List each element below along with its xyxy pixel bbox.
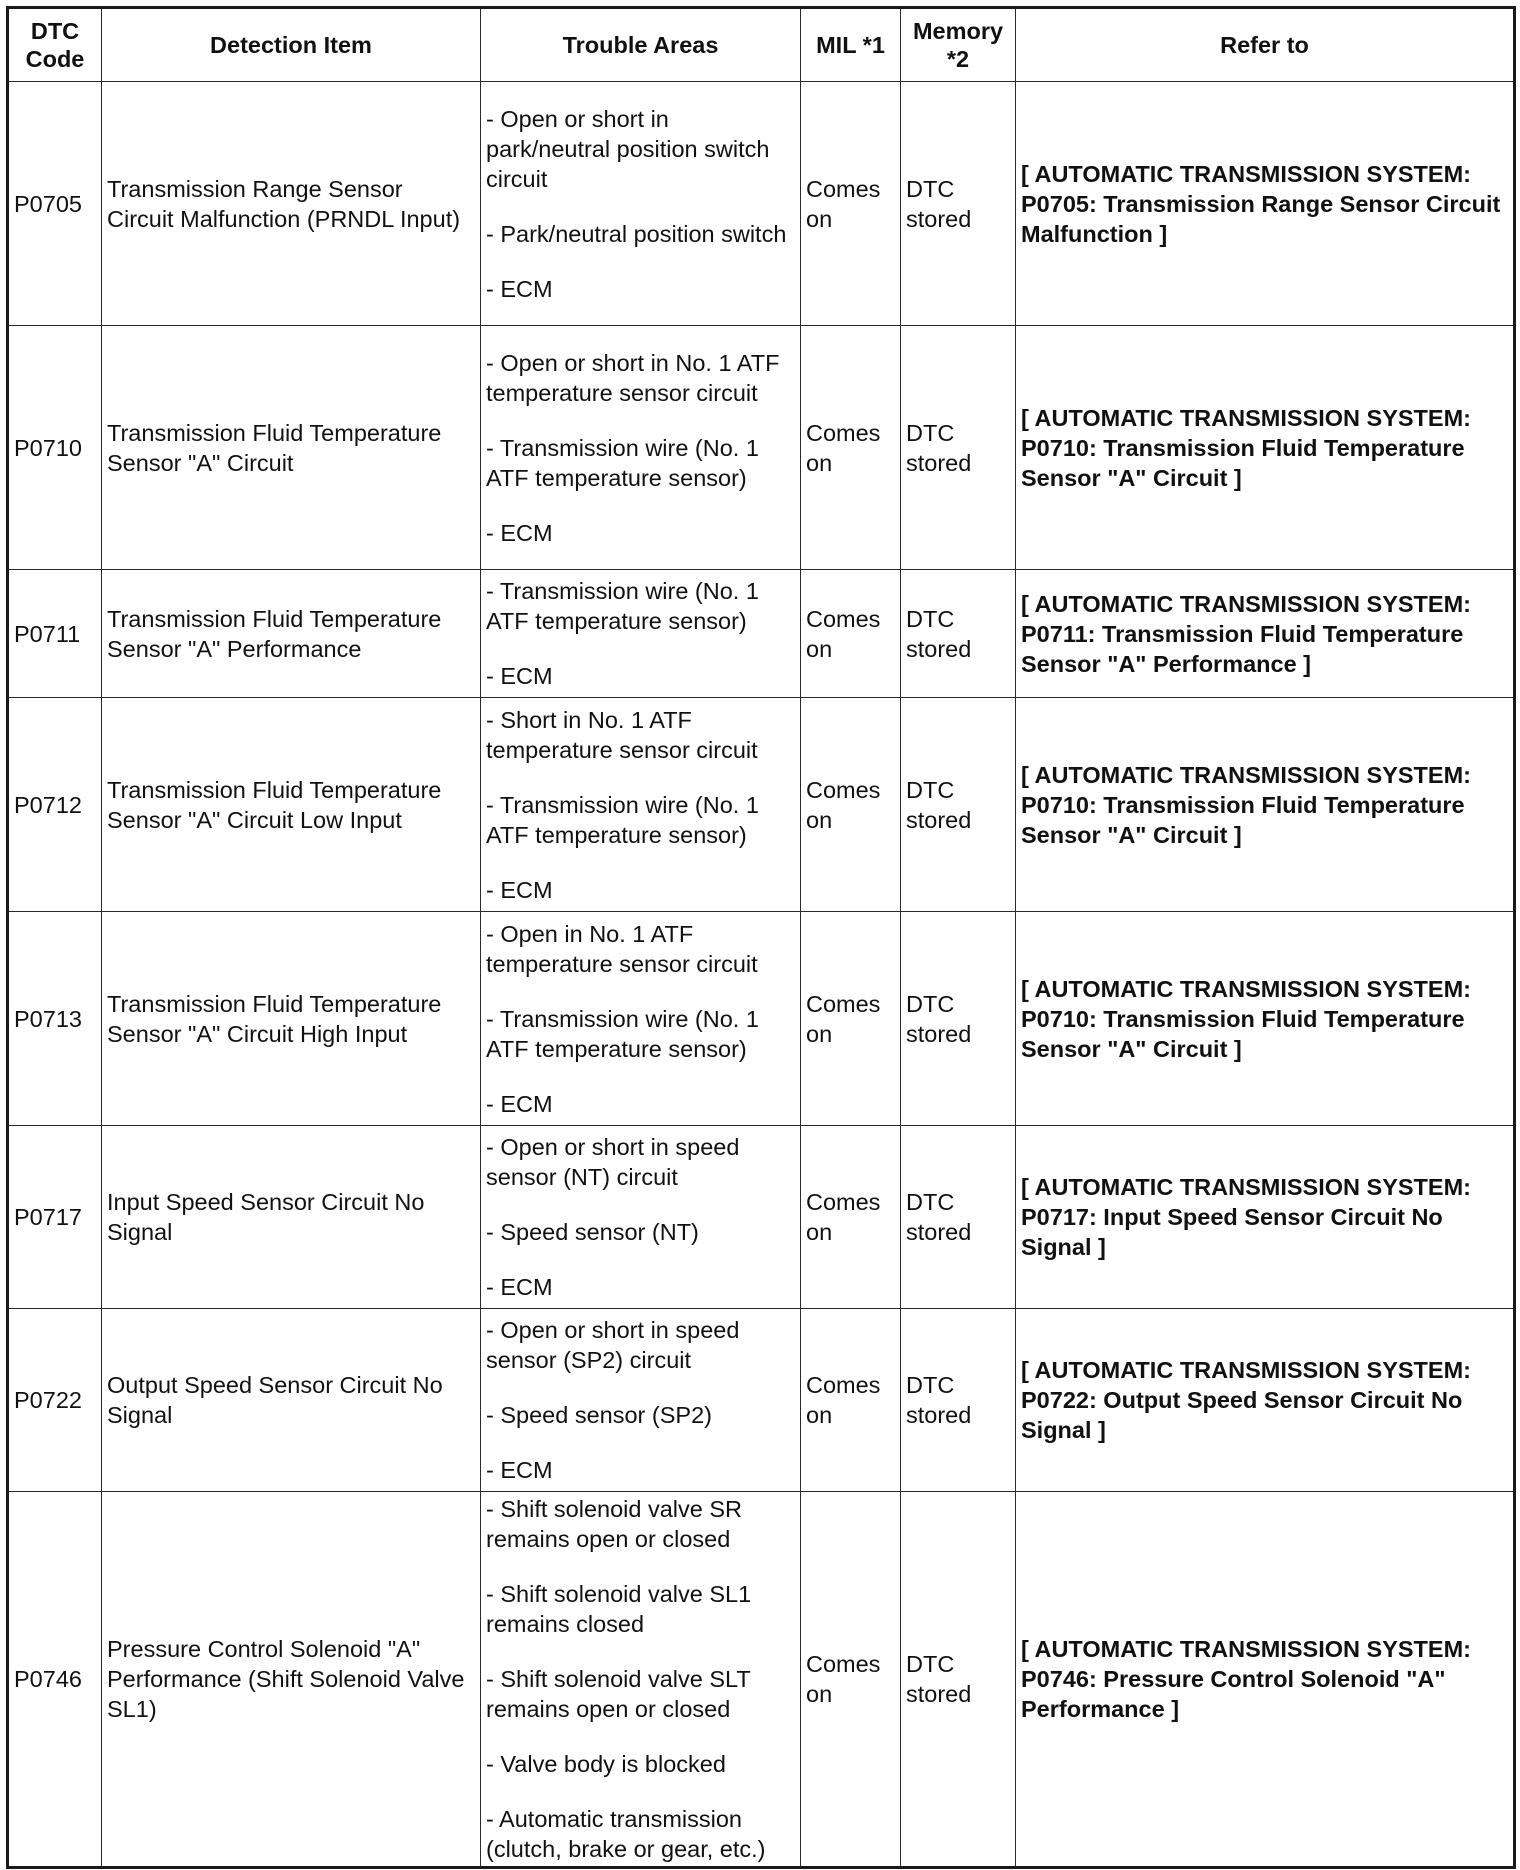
trouble-area-item: - Speed sensor (NT) bbox=[486, 1219, 699, 1245]
trouble-area-item: - ECM bbox=[486, 876, 553, 903]
trouble-area-item: - Shift solenoid valve SL1 remains closed bbox=[486, 1581, 752, 1637]
cell-dtc-code: P0711 bbox=[8, 570, 102, 698]
table-row bbox=[8, 1492, 1515, 1868]
header-refer-to: Refer to bbox=[1016, 8, 1515, 82]
header-mil: MIL *1 bbox=[801, 8, 901, 82]
trouble-area-item: - Open or short in No. 1 ATF temperature sensor circuit bbox=[486, 349, 780, 406]
header-dtc-code: DTC Code bbox=[8, 8, 102, 82]
cell-trouble-areas bbox=[481, 1309, 801, 1492]
cell-mil: Comes on bbox=[801, 912, 901, 1126]
cell-mil: Comes on bbox=[801, 570, 901, 698]
table-row bbox=[8, 326, 1515, 570]
trouble-area-item: - ECM bbox=[486, 519, 553, 546]
cell-memory: DTC stored bbox=[901, 1309, 1016, 1492]
cell-detection-item: Transmission Fluid Temperature Sensor "A" Circuit bbox=[102, 326, 481, 570]
header-trouble-areas: Trouble Areas bbox=[481, 8, 801, 82]
cell-trouble-areas bbox=[481, 570, 801, 698]
cell-trouble-areas bbox=[481, 326, 801, 570]
cell-memory: DTC stored bbox=[901, 698, 1016, 912]
cell-dtc-code: P0717 bbox=[8, 1126, 102, 1309]
cell-dtc-code: P0712 bbox=[8, 698, 102, 912]
trouble-area-item: - Speed sensor (SP2) bbox=[486, 1402, 712, 1428]
header-detection-item: Detection Item bbox=[102, 8, 481, 82]
cell-mil: Comes on bbox=[801, 698, 901, 912]
trouble-area-item: - ECM bbox=[486, 1090, 553, 1117]
table-row bbox=[8, 912, 1515, 1126]
header-row bbox=[8, 8, 1515, 82]
table-row bbox=[8, 570, 1515, 698]
trouble-area-item: - Open or short in park/neutral position switch circuit bbox=[486, 105, 770, 192]
trouble-area-item: - ECM bbox=[486, 1457, 553, 1483]
cell-detection-item: Transmission Fluid Temperature Sensor "A" Circuit High Input bbox=[102, 912, 481, 1126]
trouble-area-item: - Short in No. 1 ATF temperature sensor circuit bbox=[486, 706, 758, 763]
dtc-table bbox=[6, 6, 1516, 1869]
cell-memory: DTC stored bbox=[901, 82, 1016, 326]
cell-mil: Comes on bbox=[801, 82, 901, 326]
trouble-area-item: - Shift solenoid valve SLT remains open or closed bbox=[486, 1666, 751, 1722]
cell-dtc-code: P0710 bbox=[8, 326, 102, 570]
trouble-area-item: - Transmission wire (No. 1 ATF temperature sensor) bbox=[486, 791, 759, 848]
trouble-area-item: - ECM bbox=[486, 1274, 553, 1300]
cell-refer-to: [ AUTOMATIC TRANSMISSION SYSTEM: P0710: Transmission Fluid Temperature Sensor "A" Circuit ] bbox=[1016, 326, 1515, 570]
cell-dtc-code: P0713 bbox=[8, 912, 102, 1126]
cell-memory: DTC stored bbox=[901, 326, 1016, 570]
cell-detection-item: Output Speed Sensor Circuit No Signal bbox=[102, 1309, 481, 1492]
header-memory: Memory *2 bbox=[901, 8, 1016, 82]
trouble-area-item: - Transmission wire (No. 1 ATF temperature sensor) bbox=[486, 578, 759, 634]
trouble-area-item: - Open in No. 1 ATF temperature sensor circuit bbox=[486, 920, 758, 977]
cell-detection-item: Transmission Fluid Temperature Sensor "A" Circuit Low Input bbox=[102, 698, 481, 912]
cell-mil: Comes on bbox=[801, 1492, 901, 1868]
trouble-area-item: - Transmission wire (No. 1 ATF temperature sensor) bbox=[486, 1005, 759, 1062]
cell-mil: Comes on bbox=[801, 1309, 901, 1492]
cell-refer-to: [ AUTOMATIC TRANSMISSION SYSTEM: P0710: Transmission Fluid Temperature Sensor "A" Circuit ] bbox=[1016, 698, 1515, 912]
table-row bbox=[8, 82, 1515, 326]
cell-trouble-areas bbox=[481, 1126, 801, 1309]
table-row bbox=[8, 1309, 1515, 1492]
trouble-area-item: - Transmission wire (No. 1 ATF temperature sensor) bbox=[486, 434, 759, 491]
trouble-area-item: - Valve body is blocked bbox=[486, 1751, 726, 1777]
cell-trouble-areas bbox=[481, 698, 801, 912]
cell-detection-item: Pressure Control Solenoid "A" Performance (Shift Solenoid Valve SL1) bbox=[102, 1492, 481, 1868]
trouble-area-item: - Open or short in speed sensor (NT) circuit bbox=[486, 1134, 740, 1190]
table-row bbox=[8, 698, 1515, 912]
trouble-area-item: - ECM bbox=[486, 663, 553, 689]
cell-memory: DTC stored bbox=[901, 570, 1016, 698]
cell-mil: Comes on bbox=[801, 326, 901, 570]
trouble-area-item: - Open or short in speed sensor (SP2) circuit bbox=[486, 1317, 740, 1373]
cell-refer-to: [ AUTOMATIC TRANSMISSION SYSTEM: P0717: Input Speed Sensor Circuit No Signal ] bbox=[1016, 1126, 1515, 1309]
cell-trouble-areas bbox=[481, 1492, 801, 1868]
cell-memory: DTC stored bbox=[901, 1126, 1016, 1309]
cell-dtc-code: P0722 bbox=[8, 1309, 102, 1492]
cell-refer-to: [ AUTOMATIC TRANSMISSION SYSTEM: P0711: Transmission Fluid Temperature Sensor "A" Performance ] bbox=[1016, 570, 1515, 698]
trouble-area-item: - Automatic transmission (clutch, brake or gear, etc.) bbox=[486, 1806, 766, 1862]
cell-mil: Comes on bbox=[801, 1126, 901, 1309]
cell-trouble-areas bbox=[481, 912, 801, 1126]
cell-refer-to: [ AUTOMATIC TRANSMISSION SYSTEM: P0746: Pressure Control Solenoid "A" Performance ] bbox=[1016, 1492, 1515, 1868]
cell-detection-item: Input Speed Sensor Circuit No Signal bbox=[102, 1126, 481, 1309]
cell-dtc-code: P0705 bbox=[8, 82, 102, 326]
cell-refer-to: [ AUTOMATIC TRANSMISSION SYSTEM: P0705: Transmission Range Sensor Circuit Malfunction ] bbox=[1016, 82, 1515, 326]
cell-memory: DTC stored bbox=[901, 912, 1016, 1126]
cell-detection-item: Transmission Range Sensor Circuit Malfunction (PRNDL Input) bbox=[102, 82, 481, 326]
trouble-area-item: - Shift solenoid valve SR remains open or closed bbox=[486, 1496, 743, 1552]
cell-memory: DTC stored bbox=[901, 1492, 1016, 1868]
cell-dtc-code: P0746 bbox=[8, 1492, 102, 1868]
trouble-area-item: - ECM bbox=[486, 275, 553, 302]
cell-detection-item: Transmission Fluid Temperature Sensor "A" Performance bbox=[102, 570, 481, 698]
cell-refer-to: [ AUTOMATIC TRANSMISSION SYSTEM: P0710: Transmission Fluid Temperature Sensor "A" Circuit ] bbox=[1016, 912, 1515, 1126]
table-row bbox=[8, 1126, 1515, 1309]
trouble-area-item: - Park/neutral position switch bbox=[486, 220, 787, 247]
cell-trouble-areas bbox=[481, 82, 801, 326]
cell-refer-to: [ AUTOMATIC TRANSMISSION SYSTEM: P0722: Output Speed Sensor Circuit No Signal ] bbox=[1016, 1309, 1515, 1492]
